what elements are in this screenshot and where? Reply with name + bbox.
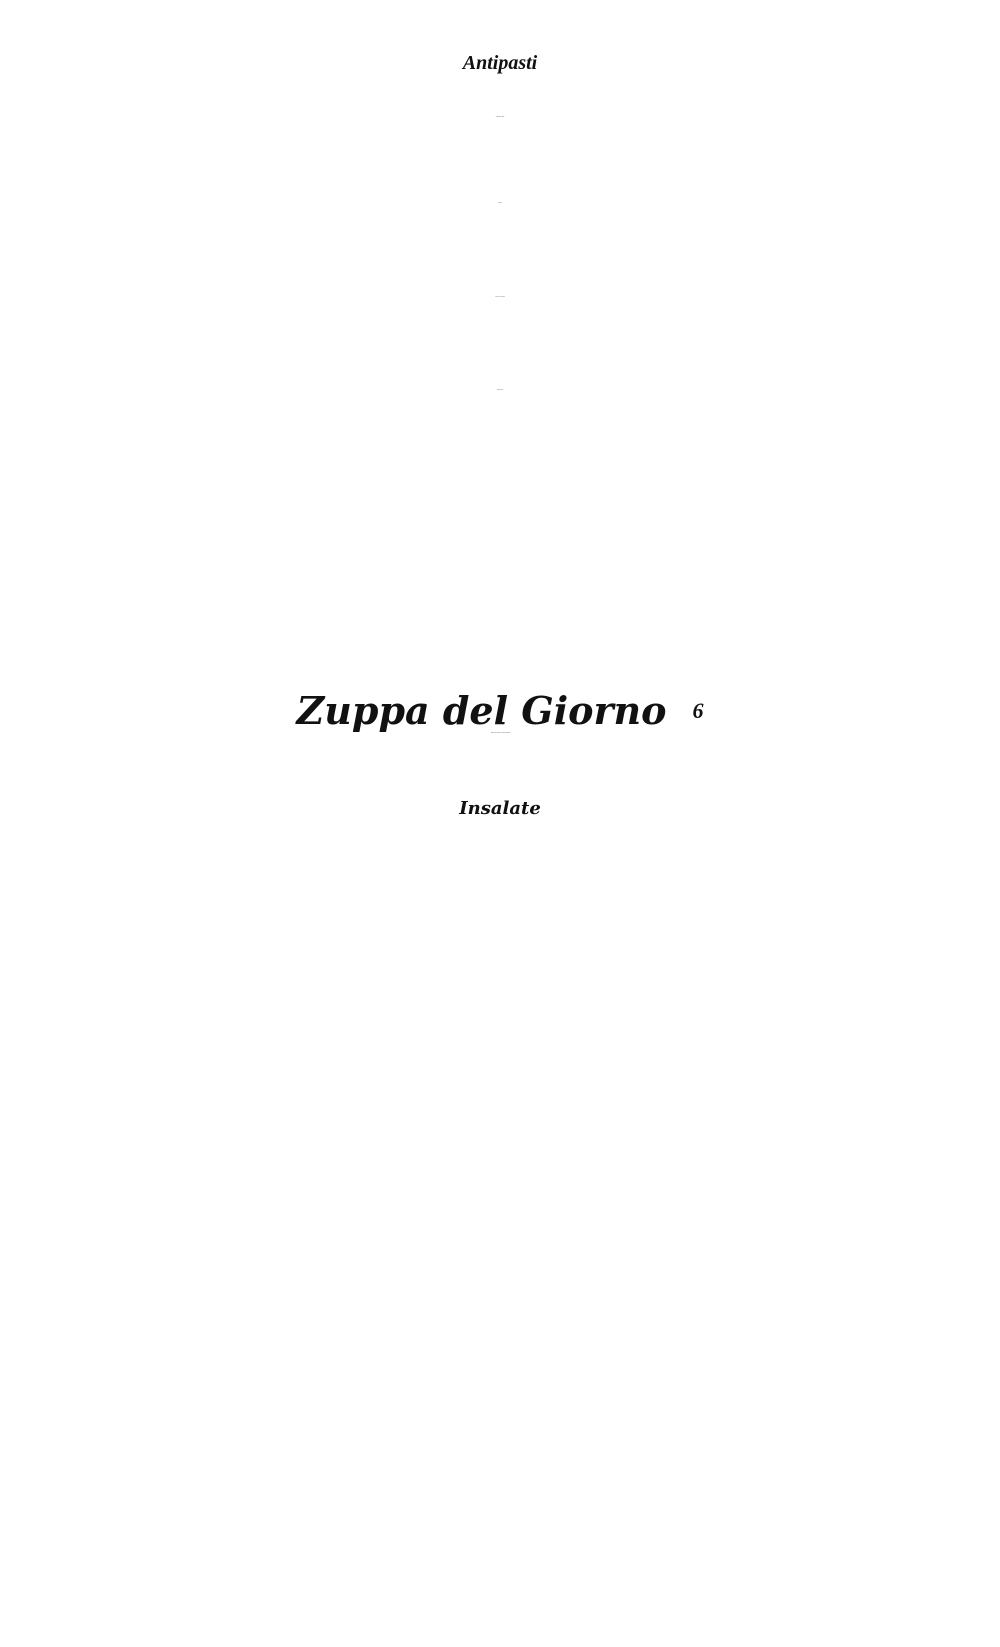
section-title-zuppa: Zuppa del Giorno (296, 688, 667, 733)
section-title-antipasti: Antipasti (462, 52, 538, 74)
item-name: Gamberi (498, 203, 502, 204)
item-name: Cozze con Vino Bianco (495, 297, 505, 298)
zuppa-price: 6 (692, 698, 704, 723)
section-title-insalate: Insalate (459, 798, 541, 819)
zuppa-desc: A daily selection of the chef’s house made soups (490, 733, 510, 734)
zuppa-heading (0, 688, 1000, 733)
item-name: Calamari Fritti (496, 390, 504, 391)
item-name: Funghi della Angela (495, 117, 505, 118)
